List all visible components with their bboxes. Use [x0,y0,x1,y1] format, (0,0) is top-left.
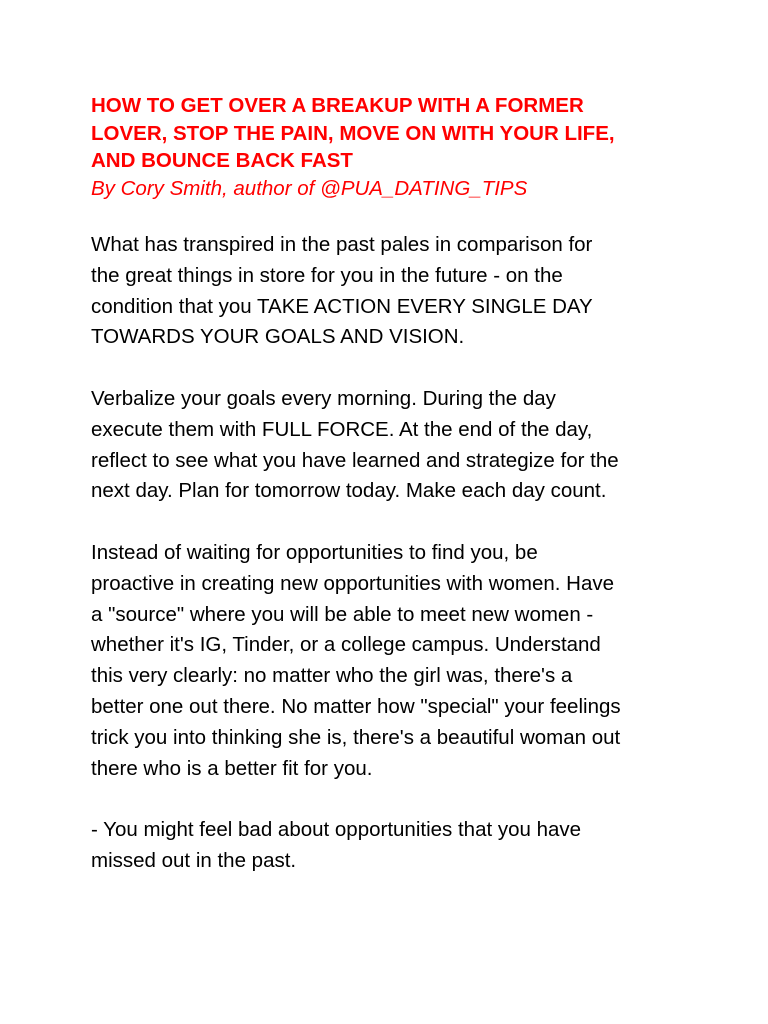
text-line: execute them with FULL FORCE. At the end of the day, [91,417,593,441]
paragraph-3 [91,538,691,784]
text-line: Verbalize your goals every morning. During the day [91,386,556,410]
paragraph-4 [91,815,691,877]
text-line: a "source" where you will be able to meet new women - [91,602,594,626]
document-page [91,92,691,877]
text-line: reflect to see what you have learned and strategize for the [91,448,619,472]
title-line: LOVER, STOP THE PAIN, MOVE ON WITH YOUR LIFE, [91,121,615,145]
text-line: trick you into thinking she is, there's a beautiful woman out [91,725,621,749]
text-line: this very clearly: no matter who the girl was, there's a [91,664,573,688]
author-byline: By Cory Smith, author of @PUA_DATING_TIPS [91,176,528,200]
text-line: - You might feel bad about opportunities that you have [91,818,582,842]
spacer [91,784,691,815]
text-line: Instead of waiting for opportunities to find you, be [91,540,538,564]
text-line: proactive in creating new opportunities with women. Have [91,571,615,595]
title-line: HOW TO GET OVER A BREAKUP WITH A FORMER [91,94,584,117]
text-line: condition that you TAKE ACTION EVERY SINGLE DAY [91,294,593,318]
text-line: TOWARDS YOUR GOALS AND VISION. [91,325,465,349]
paragraph-1 [91,230,691,353]
text-line: whether it's IG, Tinder, or a college campus. Understand [91,633,601,657]
paragraph-2 [91,384,691,507]
spacer [91,507,691,538]
text-line: better one out there. No matter how "special" your feelings [91,694,621,718]
text-line: the great things in store for you in the future - on the [91,263,563,287]
text-line: there who is a better fit for you. [91,756,373,780]
text-line: next day. Plan for tomorrow today. Make each day count. [91,479,607,503]
spacer [91,353,691,384]
text-line: missed out in the past. [91,848,297,872]
text-line: What has transpired in the past pales in comparison for [91,233,593,256]
document-title [91,92,691,175]
spacer [91,202,691,230]
title-line: AND BOUNCE BACK FAST [91,149,353,172]
